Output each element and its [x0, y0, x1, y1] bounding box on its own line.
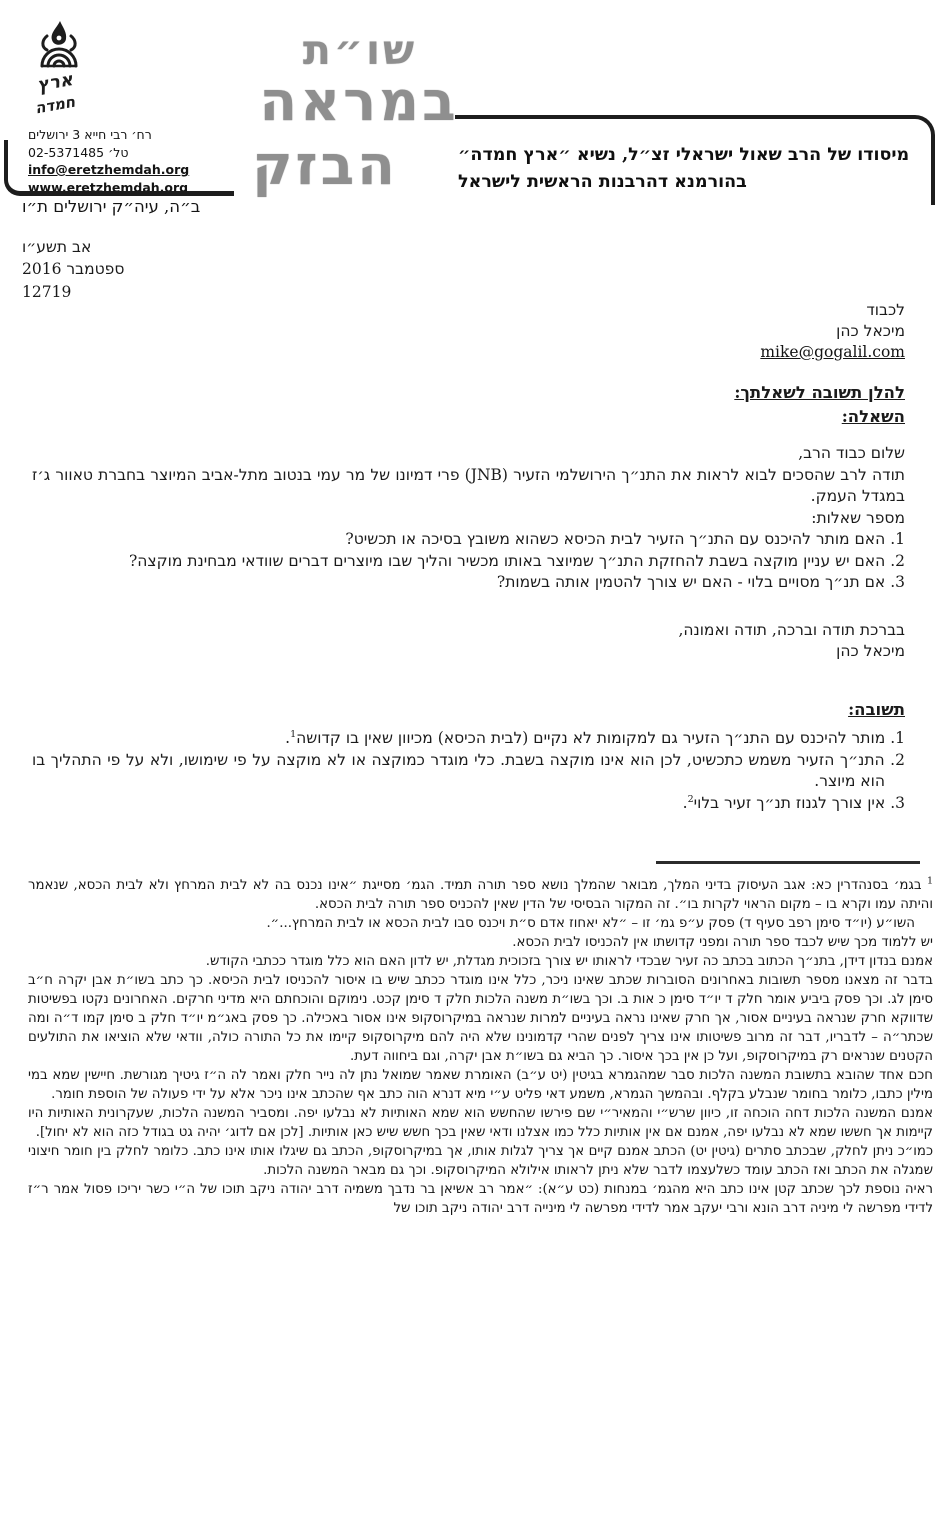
question-signature: מיכאל כהן — [836, 642, 905, 660]
footnote-paragraph: יש ללמוד מכך שיש לכבד ספר תורה ומפני קדושתו אין להכניסו לבית הכסא. — [512, 935, 933, 950]
footnote-ref-2: 2 — [687, 793, 694, 805]
gregorian-date: ספטמבר 2016 — [22, 260, 125, 279]
title-bemareh: במראה — [259, 68, 459, 133]
answer-heading: תשובה: — [848, 700, 905, 719]
contact-website-link[interactable]: www.eretzhemdah.org — [28, 179, 189, 195]
footnote-paragraph: בדבר זה מצאנו מספר תשובות באחרונים הסוברות שכתב שאינו ניכר, כלל אינו מוגדר ככתב שיש בו איסור להכניסו לבית הכיסא. כך כתב בשו״ת אבן יקרה ח״ב סימן לג. וכך פסק ביביע אומר חלק ד יו״ד סימן כ אות ב. וכך בשו״ת משנה הלכות חלק ד סימן קכט. נימוקם והוכחתם היא מדיני חרקים. האחרונים נקטו בפשיטות שדווקא חרק שנראה בעיניים אסור, אך חרק שאינו נראה בעיניים למרות שנראה במיקרוסקופ אינו אסור באכילה. כך פסק באג״מ יו״ד חלק ב סימן קמו ד״ה ומה שכתר״ה – לדבריו, דבר זה מרוב פשיטותו אינו צריך לפנים שהרי קדמונינו שלא היה להם מיקרוסקופ קיימו את כל התורה כולה, וודאי שלא הוציאו את התולעים הקטנים שנראים רק במיקרוסקופ, ועל כן אין בכך איסור. כך הביא גם בשו״ת אבן יקרה, וגם ביחווה דעת. — [28, 973, 933, 1064]
contact-phone: טל׳ 02-5371485 — [28, 144, 129, 160]
answer-section — [32, 728, 905, 814]
footnote-paragraph: אמנם בנדון דידן, בתנ״ך הכתוב בכתב כה זעיר שבכדי לראותו יש צורך בזכוכית מגדלת, יש לדון האם הוא כלל מוגדר ככתבי הקודש. — [205, 954, 933, 969]
question-list-intro: מספר שאלות: — [811, 508, 905, 527]
footnote-paragraph: כמו״כ ניתן לחלק, שבכתב סתרים (גיטין יט) הכתב אמנם קיים אך צריך לגלות אותו, אך במיקרוסקופ, הכתב גם שיגלו אותו אינו כתב. כלומר לחלק בין חומר חיצוני שמגלה את הכתב ואז הכתב עומד כשלעצמו לדבר שלא ניתן לראותו אילולא המיקרוסקופ. וכך גם מבאר המשנה הלכות. — [28, 1144, 933, 1178]
subtitle-line1: מיסודו של הרב שאול ישראלי זצ״ל, נשיא ״ארץ חמדה״ — [458, 145, 910, 165]
footnote-separator — [656, 861, 920, 864]
title-shut: שו״ת — [302, 26, 418, 74]
question-item-2: 2. האם יש עניין מוקצה בשבת להחזקת התנ״ך שמיוצר באותו מכשיר והליך שבו מיוצרים דברים שוודאי מבחינת מוקצה? — [129, 551, 905, 570]
footnote-paragraph: $^1$ בגמ׳ בסנהדרין כא: אגב העיסוק בדיני המלך, מבואר שהמלך נושא ספר תורה תמיד. הגמ׳ מסייגת ״אינו נכנס בה לא לבית המרחץ ולא לבית הכסא, שנאמר והיתה עמו וקרא בו – מקום הראוי לקרות בו״. זה המקור הבסיסי של הדין שאין להכניס ספר תורה לבית הכסא. — [28, 875, 933, 912]
logo-word-eretz: ארץ — [35, 69, 75, 97]
question-item-1: 1. האם מותר להיכנס עם התנ״ך הזעיר לבית הכיסא כשהוא משובץ בסיכה או תכשיט? — [345, 530, 905, 548]
question-heading: השאלה: — [841, 407, 905, 426]
question-greeting: שלום כבוד הרב, — [798, 444, 905, 462]
eretz-hemdah-logo — [26, 20, 92, 122]
footnotes-section — [28, 876, 933, 1218]
answer-item-1: 1. מותר להיכנס עם התנ״ך הזעיר גם למקומות לא נקיים (לבית הכיסא) מכיוון שאין בו קדושה$^1$. — [285, 728, 905, 747]
contact-email-link[interactable]: info@eretzhemdah.org — [28, 162, 190, 177]
footnote-marker-1: 1 — [926, 875, 933, 887]
contact-address: רח׳ רבי חייא 3 ירושלים — [28, 127, 152, 142]
hebrew-date: אב תשע״ו — [22, 238, 92, 256]
question-item-3: 3. אם תנ״ך מסויים בלוי - האם יש צורך להטמין אותה בשמות? — [496, 573, 905, 591]
footnote-paragraph: השו״ע (יו״ד סימן רפב סעיף ד) פסק ע״פ גמ׳ זו – ״לא יאחוז אדם ס״ת ויכנס סבו לבית הכסא או לבית המרחץ...״. — [266, 916, 915, 931]
footnote-paragraph: ראיה נוספת לכך שכתב קטן אינו כתב היא מהגמ׳ במנחות (כט ע״א): ״אמר רב אשיאן בר נדבך משמיה דרב יהודה ניקב תוכו של ה״י כשר יריכו פסול אמר ר״ז לדידי מפרשה לי מיניה דרב הונא ורבי יעקב אמר לדידי מפרשה לי מינייה דרב יהודה ניקב תוכו של — [28, 1182, 933, 1216]
recipient-email-link[interactable]: mike@gogalil.com — [760, 342, 905, 361]
recipient-name: מיכאל כהן — [836, 321, 905, 340]
contact-frame-line — [4, 140, 234, 196]
blessing-line: ב״ה, עיה״ק ירושלים ת״ו — [22, 197, 201, 216]
question-body: תודה לרב שהסכים לבוא לראות את התנ״ך הירושלמי הזעיר (JNB) פרי דמיונו של מר עמי בנטוב מתל-אביב המיוצר בחברת טאוור ג׳ז במגדל העמק. — [32, 465, 905, 505]
title-habazak: הבזק — [252, 132, 398, 197]
question-closing: בברכת תודה וברכה, תודה ואמונה, — [678, 620, 905, 639]
subtitle-block — [458, 142, 918, 196]
intro-heading: להלן תשובה לשאלתך: — [734, 383, 905, 402]
recipient-salutation: לכבוד — [866, 301, 905, 319]
reference-number: 12719 — [22, 282, 72, 301]
recipient-block — [760, 300, 905, 363]
date-block — [22, 236, 124, 303]
question-section — [32, 443, 905, 663]
footnote-ref-1: 1 — [290, 728, 297, 740]
answer-item-2: 2. התנ״ך הזעיר משמש כתכשיט, לכן הוא אינו מוקצה בשבת. כלי מוגדר כמוקצה או לא מוקצה על פי שימושו, ולא על פי התהליך בו הוא מיוצר. — [32, 750, 905, 790]
logo-word-hemdah: חמדה — [33, 92, 77, 118]
subtitle-line2: בהורמנא דהרבנות הראשית לישראל — [458, 172, 747, 193]
footnote-paragraph: חכם אחד שהובא בתשובת המשנה הלכות סבר שמהגמרא בגיטין (יט ע״ב) האומרת שאמר שמואל נתן לה נייר חלק ואמר לה ה״ז גיטיך מגורשת. חיישין שמא במי מילין כתבו, כלומר בחומר שנבלע בקלף. ובהמשך הגמרא, משמע דאי פליט ע״י מיא דנרא הוה כתב אף שהכתב אינו ניכר אלא על ידי פעולה של הוספת חומר. — [28, 1068, 933, 1102]
answer-item-3: 3. אין צורך לגנוז תנ״ך זעיר בלוי$^2$. — [682, 793, 905, 812]
footnote-paragraph: אמנם המשנה הלכות דחה הוכחה זו, כיוון שרש״י והמאיר״י שם פירשו שהחשש הוא שמא האותיות לא נבלעו יפה. ומסביר המשנה הלכות, שעקרונית האותיות היו קיימות אך חששו שמא לא נבלעו יפה, אמנם אם אין אותיות כלל כמו אצלנו ודאי שאין בכך חשש שיש כאן אותיות. [לכן אם לדוג׳ יהיה גט בגודל כזה הוא לא יחול]. — [28, 1106, 933, 1140]
